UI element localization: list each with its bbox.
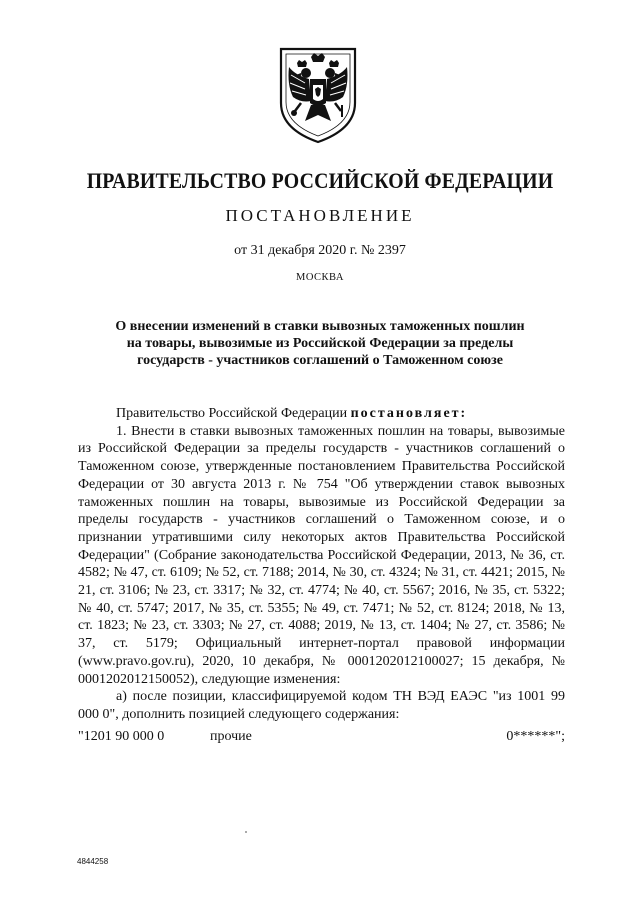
tariff-code-cell: "1201 90 000 0 (78, 728, 165, 744)
city-label: МОСКВА (296, 272, 344, 283)
subitem-a-paragraph: а) после позиции, классифицируемой кодом ТН ВЭД ЕАЭС "из 1001 99 000 0", дополнить позицией следующего содержания: (78, 689, 565, 722)
title-line: О внесении изменений в ставки вывозных таможенных пошлин (115, 319, 525, 334)
footer-document-number: 4844258 (77, 857, 109, 866)
document-body (78, 405, 565, 748)
date-and-number-line: от 31 декабря 2020 г. № 2397 (234, 243, 406, 258)
tariff-rate-cell: 0******"; (506, 728, 565, 744)
tariff-table-row (78, 728, 565, 748)
tariff-name-cell: прочие (210, 728, 252, 744)
scan-artifact-dot (245, 831, 247, 833)
organization-heading: ПРАВИТЕЛЬСТВО РОССИЙСКОЙ ФЕДЕРАЦИИ (86, 168, 554, 193)
document-title (80, 318, 560, 369)
title-line: на товары, вывозимые из Российской Федерации за пределы (126, 336, 514, 351)
coat-of-arms-emblem (275, 45, 361, 145)
title-line: государств - участников соглашений о Таможенном союзе (137, 353, 503, 368)
preamble-lead: Правительство Российской Федерации (116, 406, 351, 421)
preamble-paragraph (78, 405, 565, 423)
preamble-decree-word: постановляет: (350, 406, 468, 421)
document-type-heading: ПОСТАНОВЛЕНИЕ (225, 206, 415, 225)
item-1-paragraph: 1. Внести в ставки вывозных таможенных пошлин на товары, вывозимые из Российской Федерации за пределы государств - участников соглашений о Таможенном союзе, утвержденные постановлением Правительства Российской Федерации от 30 августа 2013 г. № 754 "Об утверждении ставок вывозных таможенных пошлин на товары, вывозимые из Российской Федерации за пределы государств - участников соглашений о Таможенном союзе, и о признании утратившими силу некоторых актов Правительства Российской Федерации" (Собрание законодательства Российской Федерации, 2013, № 36, ст. 4582; № 47, ст. 6109; № 52, ст. 7188; 2014, № 30, ст. 4324; № 31, ст. 4421; 2015, № 21, ст. 3106; № 23, ст. 3317; № 32, ст. 4774; № 40, ст. 5567; 2016, № 35, ст. 5322; № 40, ст. 5747; 2017, № 35, ст. 5355; № 49, ст. 7471; № 52, ст. 8124; 2018, № 13, ст. 1823; № 23, ст. 3303; № 27, ст. 4088; 2019, № 13, ст. 1404; № 27, ст. 3586; № 37, ст. 5179; Официальный интернет-портал правовой информации (www.pravo.gov.ru), 2020, 10 декабря, № 0001202012100027; 15 декабря, № 0001202012150052), следующие изменения: (78, 423, 565, 687)
